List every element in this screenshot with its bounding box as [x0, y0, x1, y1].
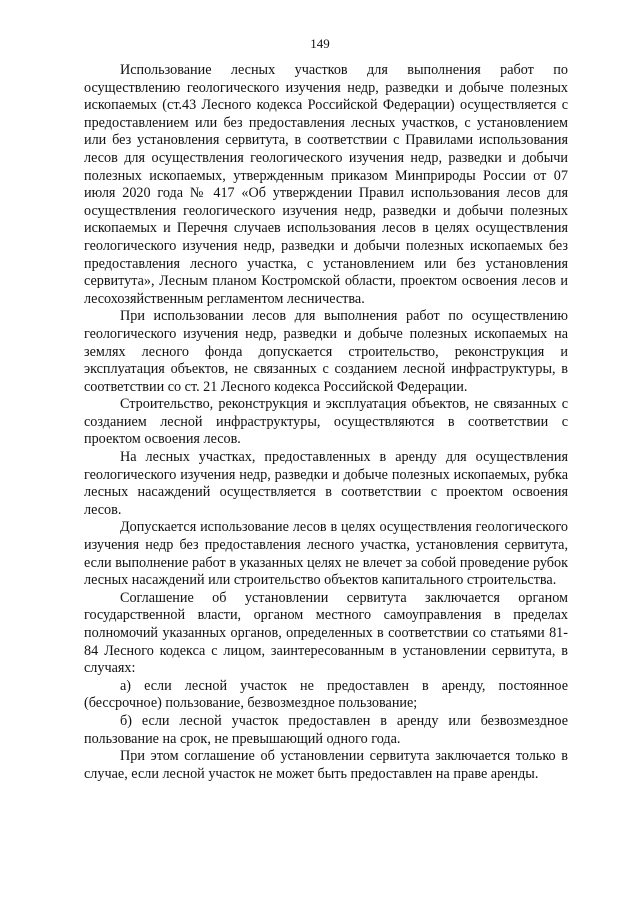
paragraph: Использование лесных участков для выполнения работ по осуществлению геологического изучения недр, разведки и добыче полезных ископаемых (ст.43 Лесного кодекса Российской Федерации) осуществляется с предоставлением или без предоставления лесных участков, с установлением или без установления сервитута, в соответствии с Правилами использования лесов для осуществления геологического изучения недр, разведки и добычи полезных ископаемых, утвержденным приказом Минприроды России от 07 июля 2020 года № 417 «Об утверждении Правил использования лесов для осуществления геологического изучения недр, разведки и добычи полезных ископаемых и Перечня случаев использования лесов в целях осуществления геологического изучения недр, разведки и добычи полезных ископаемых без предоставления лесного участка, с установлением или без установления сервитута», Лесным планом Костромской области, проектом освоения лесов и лесохозяйственным регламентом лесничества. [84, 62, 568, 307]
page-number: 149 [310, 36, 330, 51]
paragraph: При использовании лесов для выполнения работ по осуществлению геологического изучения недр, разведки и добыче полезных ископаемых на землях лесного фонда допускается строительство, реконструкция и эксплуатация объектов, не связанных с созданием лесной инфраструктуры, в соответствии со ст. 21 Лесного кодекса Российской Федерации. [84, 308, 568, 395]
list-item: б) если лесной участок предоставлен в аренду или безвозмездное пользование на срок, не превышающий одного года. [84, 712, 568, 747]
paragraph: Строительство, реконструкция и эксплуатация объектов, не связанных с созданием лесной инфраструктуры, осуществляются в соответствии с проектом освоения лесов. [84, 396, 568, 448]
list-item: а) если лесной участок не предоставлен в аренду, постоянное (бессрочное) пользование, безвозмездное пользование; [84, 677, 568, 712]
paragraph: На лесных участках, предоставленных в аренду для осуществления геологического изучения недр, разведки и добыче полезных ископаемых, рубка лесных насаждений осуществляется в соответствии с проектом освоения лесов. [84, 449, 568, 518]
paragraph: При этом соглашение об установлении сервитута заключается только в случае, если лесной участок не может быть предоставлен на праве аренды. [84, 748, 568, 782]
paragraph: Соглашение об установлении сервитута заключается органом государственной власти, органом местного самоуправления в пределах полномочий указанных органов, определенных в соответствии со статьями 81-84 Лесного кодекса с лицом, заинтересованным в установлении сервитута, в случаях: [84, 589, 568, 677]
paragraph: Допускается использование лесов в целях осуществления геологического изучения недр без предоставления лесного участка, установления сервитута, если выполнение работ в указанных целях не влечет за собой проведение рубок лесных насаждений или строительство объектов капитального строительства. [84, 519, 568, 589]
document-body [84, 62, 568, 783]
